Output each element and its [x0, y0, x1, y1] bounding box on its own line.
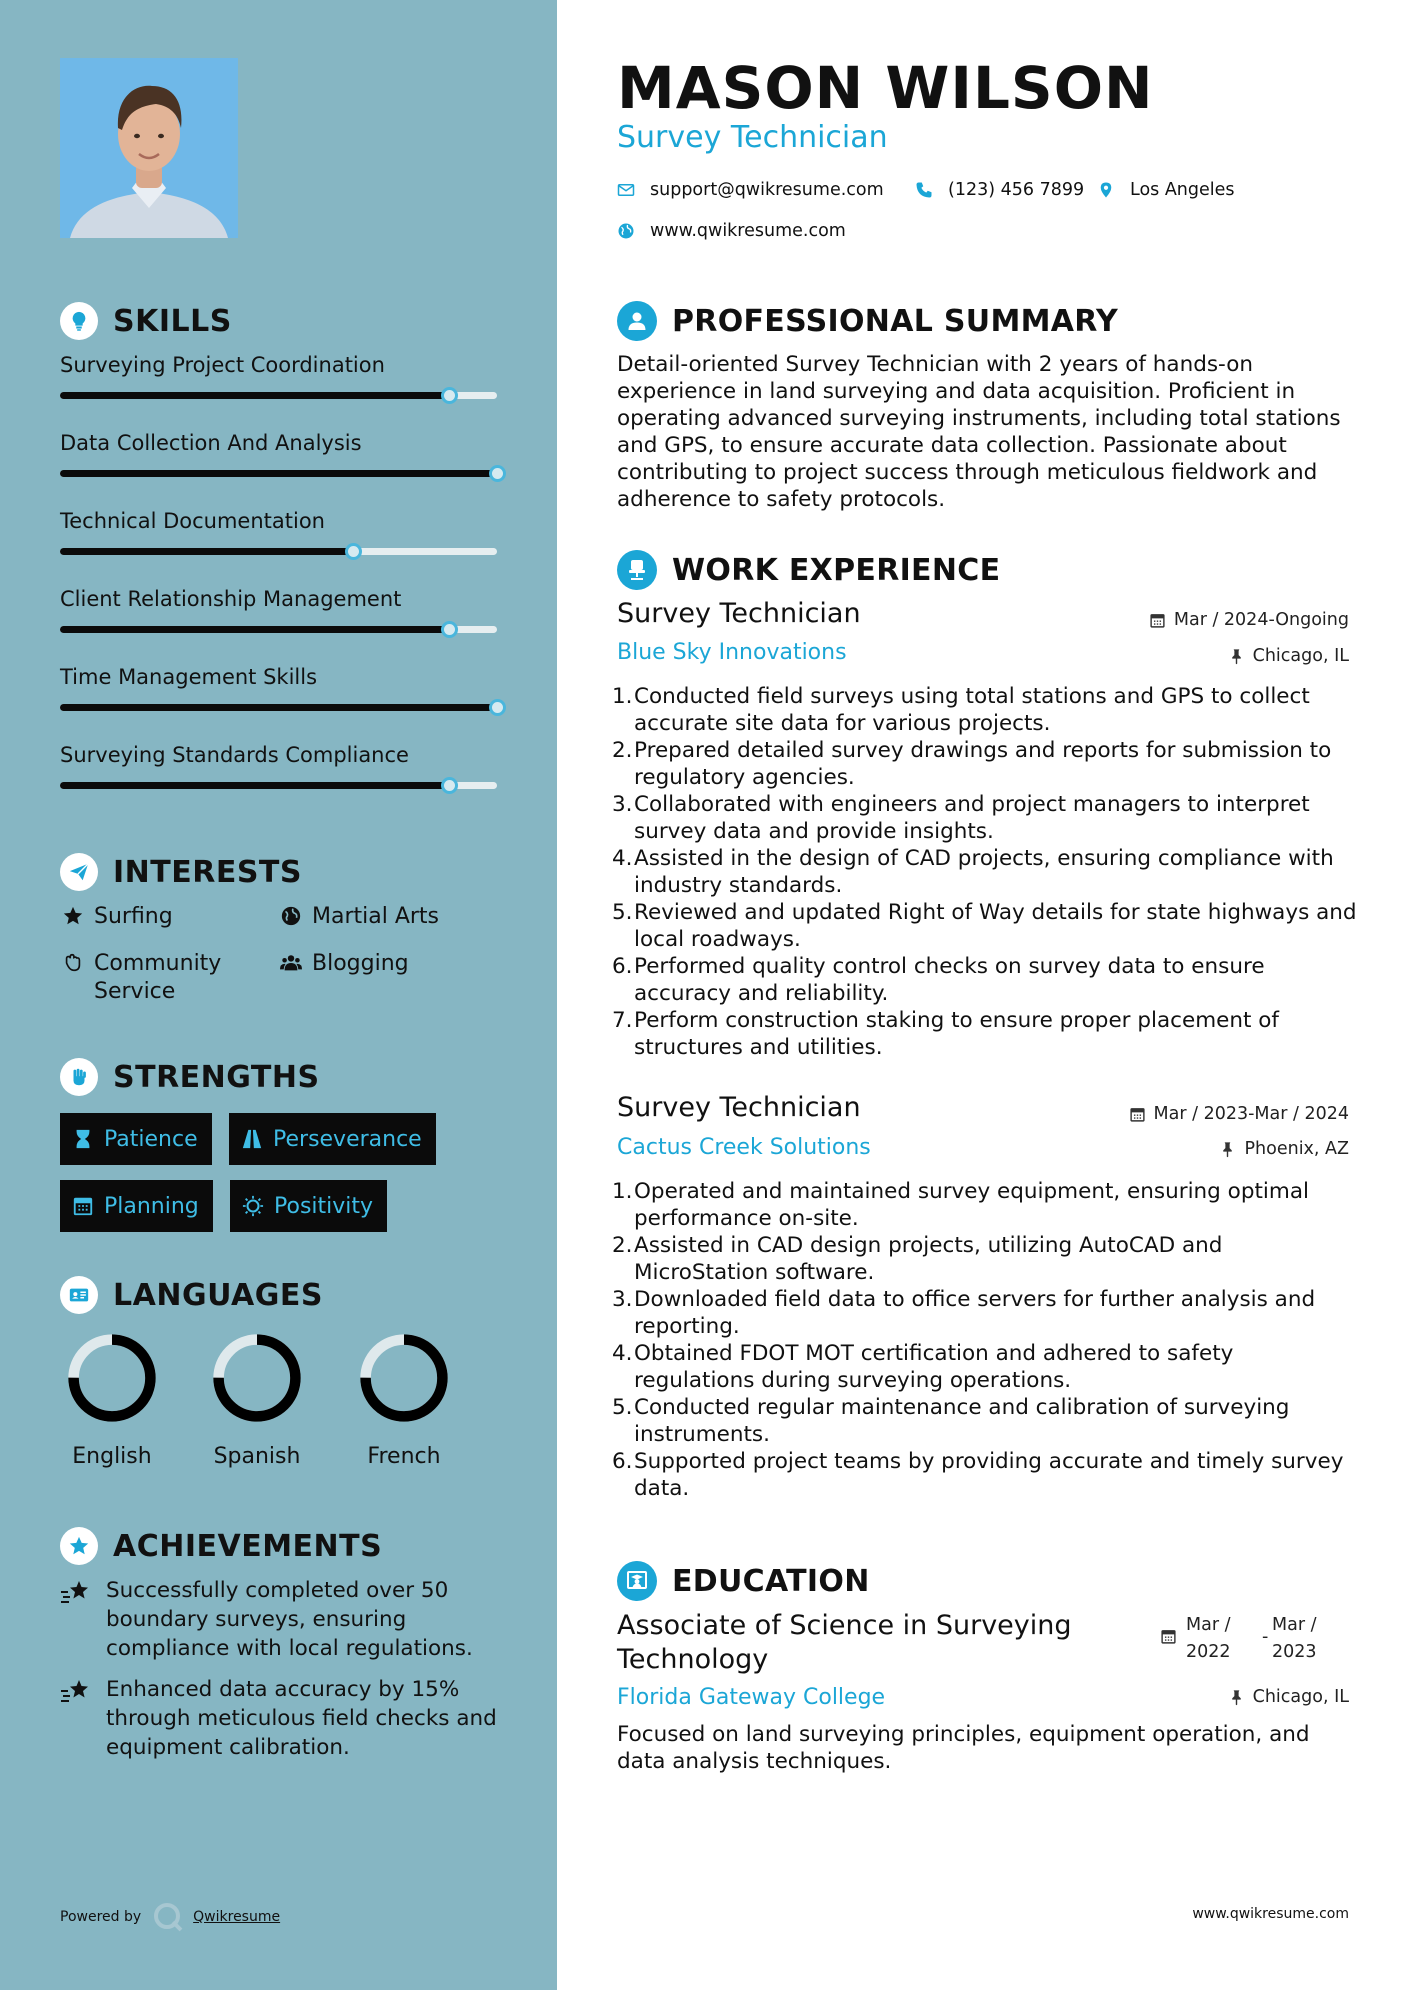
skill-bar-fill [60, 704, 497, 711]
calendar-icon [1149, 612, 1166, 629]
achievement-text: Successfully completed over 50 boundary surveys, ensuring compliance with local regulations. [106, 1578, 473, 1661]
map-pin-icon [1097, 181, 1115, 199]
duty-item: 3. Collaborated with engineers and project managers to interpret survey data and provide insights. [612, 792, 1310, 844]
language-ring [356, 1330, 452, 1426]
summary-text: Detail-oriented Survey Technician with 2 years of hands-on experience in land surveying and data acquisition. Proficient in operating advanced surveying instruments, including total stations and GPS, to ensure accurate data collection. Passionate about contributing to project success through meticulous fieldwork and adherence to safety protocols. [617, 352, 1341, 512]
graduate-icon [617, 1561, 657, 1601]
language-item [197, 1330, 317, 1469]
interest-label: Community Service [94, 951, 222, 1004]
interests-heading-text: INTERESTS [113, 854, 302, 890]
duty-text: Reviewed and updated Right of Way details for state highways and local roadways. [634, 900, 1357, 952]
job-dates [1129, 1104, 1349, 1124]
strengths-heading [60, 1058, 320, 1096]
achievement-text: Enhanced data accuracy by 15% through meticulous field checks and equipment calibration. [106, 1677, 497, 1760]
skill-bar-fill [60, 548, 353, 555]
duty-item: 2. Assisted in CAD design projects, utilizing AutoCAD and MicroStation software. [612, 1233, 1223, 1285]
phone-icon [915, 181, 933, 199]
strength-label: Planning [104, 1193, 199, 1219]
strength-badge [230, 1180, 387, 1232]
skill-label: Surveying Project Coordination [60, 353, 385, 377]
experience-heading [617, 550, 1000, 590]
skill-label: Client Relationship Management [60, 587, 402, 611]
id-card-icon [60, 1276, 98, 1314]
sun-icon [242, 1195, 264, 1217]
language-label: French [367, 1444, 441, 1469]
achievement-item [60, 1675, 500, 1762]
duty-text: Obtained FDOT MOT certification and adhered to safety regulations during surveying operations. [634, 1341, 1234, 1393]
calendar-icon [1160, 1628, 1177, 1645]
duty-text: Performed quality control checks on survey data to ensure accuracy and reliability. [634, 954, 1265, 1006]
skill-bar-fill [60, 392, 449, 399]
shooting-star-icon [60, 1578, 92, 1608]
education-description: Focused on land surveying principles, equipment operation, and data analysis techniques. [617, 1722, 1310, 1774]
summary-heading-text: PROFESSIONAL SUMMARY [672, 303, 1119, 339]
education-start-date: Mar / 2022 [1186, 1615, 1231, 1662]
job-location [1219, 1139, 1349, 1159]
skill-bar-fill [60, 626, 449, 633]
duty-item: 1. Operated and maintained survey equipment, ensuring optimal performance on-site. [612, 1179, 1309, 1231]
skill-bar [60, 470, 497, 477]
duty-text: Collaborated with engineers and project managers to interpret survey data and provide insights. [634, 792, 1310, 844]
globe-icon [278, 903, 304, 929]
star-badge-icon [60, 1527, 98, 1565]
hourglass-icon [72, 1128, 94, 1150]
skill-bar-fill [60, 470, 497, 477]
globe-icon [617, 222, 635, 240]
language-ring [64, 1330, 160, 1426]
skill-bar [60, 392, 497, 399]
qwikresume-link[interactable]: Qwikresume [193, 1909, 281, 1925]
duty-text: Operated and maintained survey equipment, ensuring optimal performance on-site. [634, 1179, 1309, 1231]
achievements-heading [60, 1527, 382, 1565]
job-location-text: Phoenix, AZ [1244, 1139, 1349, 1159]
language-item [344, 1330, 464, 1469]
skills-heading [60, 302, 232, 340]
strength-badge [60, 1180, 213, 1232]
education-date-dash: - [1262, 1627, 1269, 1647]
website-text: www.qwikresume.com [650, 221, 846, 241]
skill-item [60, 506, 497, 536]
interest-item [278, 903, 439, 931]
skill-bar [60, 548, 497, 555]
strength-badge [60, 1113, 212, 1165]
skill-label: Technical Documentation [60, 509, 325, 533]
duty-item: 4. Assisted in the design of CAD projects, ensuring compliance with industry standards. [612, 846, 1334, 898]
phone-text: (123) 456 7899 [948, 180, 1085, 200]
skill-label: Surveying Standards Compliance [60, 743, 409, 767]
achievements-heading-text: ACHIEVEMENTS [113, 1528, 383, 1564]
education-calendar [1160, 1628, 1185, 1645]
envelope-icon [617, 181, 635, 199]
duty-text: Downloaded field data to office servers for further analysis and reporting. [634, 1287, 1316, 1339]
education-heading [617, 1561, 870, 1601]
job-company: Blue Sky Innovations [617, 640, 847, 665]
interest-item [60, 950, 250, 1006]
interest-label: Surfing [94, 904, 173, 929]
skill-bar-knob [345, 543, 362, 560]
sidebar [0, 0, 557, 1990]
education-end-date: Mar / 2023 [1272, 1615, 1317, 1662]
education-degree: Associate of Science in Surveying Technology [617, 1610, 1072, 1675]
powered-by-text: Powered by [60, 1909, 142, 1925]
road-icon [241, 1128, 263, 1150]
skill-bar-fill [60, 782, 449, 789]
languages-heading [60, 1276, 323, 1314]
contact-website[interactable] [617, 221, 846, 241]
skill-item [60, 740, 497, 770]
profile-photo-illustration [60, 58, 238, 238]
location-text: Los Angeles [1130, 180, 1235, 200]
duty-text: Prepared detailed survey drawings and reports for submission to regulatory agencies. [634, 738, 1332, 790]
contact-phone[interactable] [915, 180, 1084, 200]
languages-heading-text: LANGUAGES [113, 1277, 323, 1313]
skill-bar [60, 704, 497, 711]
education-location-text: Chicago, IL [1252, 1687, 1349, 1707]
skill-bar-knob [441, 387, 458, 404]
job-company: Cactus Creek Solutions [617, 1135, 871, 1160]
language-item [52, 1330, 172, 1469]
duty-text: Conducted regular maintenance and calibration of surveying instruments. [634, 1395, 1290, 1447]
email-text: support@qwikresume.com [650, 180, 884, 200]
pushpin-icon [1228, 1689, 1245, 1706]
duty-item: 5. Conducted regular maintenance and calibration of surveying instruments. [612, 1395, 1290, 1447]
education-heading-text: EDUCATION [672, 1563, 870, 1599]
duty-item: 4. Obtained FDOT MOT certification and adhered to safety regulations during surveying operations. [612, 1341, 1234, 1393]
candidate-title: Survey Technician [617, 120, 888, 155]
paper-plane-icon [60, 853, 98, 891]
job-location [1228, 646, 1349, 666]
achievement-item [60, 1576, 500, 1663]
pushpin-icon [1228, 648, 1245, 665]
user-icon [617, 301, 657, 341]
skill-item [60, 584, 497, 614]
job-dates-text: Mar / 2024-Ongoing [1173, 610, 1349, 630]
lightbulb-icon [60, 302, 98, 340]
interest-item [60, 903, 173, 931]
education-school: Florida Gateway College [617, 1685, 886, 1710]
experience-heading-text: WORK EXPERIENCE [672, 552, 1001, 588]
skill-bar [60, 782, 497, 789]
skill-bar-knob [441, 777, 458, 794]
job-dates-text: Mar / 2023-Mar / 2024 [1153, 1104, 1349, 1124]
contact-email[interactable] [617, 180, 884, 200]
duty-text: Conducted field surveys using total stations and GPS to collect accurate site data for various projects. [634, 684, 1310, 736]
shooting-star-icon [60, 1677, 92, 1707]
duty-item: 7. Perform construction staking to ensure proper placement of structures and utilities. [612, 1008, 1279, 1060]
skill-item [60, 662, 497, 692]
hand-icon [60, 950, 86, 976]
strength-label: Patience [104, 1126, 198, 1152]
powered-by [60, 1900, 280, 1934]
interest-item [278, 950, 409, 978]
language-label: English [72, 1444, 152, 1469]
profile-photo [60, 58, 238, 238]
fist-icon [60, 1058, 98, 1096]
duty-item: 6. Supported project teams by providing accurate and timely survey data. [612, 1449, 1344, 1501]
duty-item: 6. Performed quality control checks on survey data to ensure accuracy and reliability. [612, 954, 1265, 1006]
duty-item: 1. Conducted field surveys using total stations and GPS to collect accurate site data for various projects. [612, 684, 1310, 736]
duty-text: Perform construction staking to ensure proper placement of structures and utilities. [634, 1008, 1279, 1060]
skill-bar-knob [441, 621, 458, 638]
job-location-text: Chicago, IL [1252, 646, 1349, 666]
interest-label: Martial Arts [312, 904, 440, 929]
job-dates [1149, 610, 1349, 630]
pushpin-icon [1219, 1141, 1236, 1158]
summary-heading [617, 301, 1118, 341]
skill-label: Time Management Skills [60, 665, 318, 689]
duty-text: Supported project teams by providing accurate and timely survey data. [634, 1449, 1344, 1501]
job-role: Survey Technician [617, 598, 861, 629]
calendar-icon [72, 1195, 94, 1217]
language-label: Spanish [213, 1444, 301, 1469]
skill-item [60, 428, 497, 458]
duty-item: 2. Prepared detailed survey drawings and reports for submission to regulatory agencies. [612, 738, 1332, 790]
education-location [1228, 1687, 1349, 1707]
skill-item [60, 350, 497, 380]
qwikresume-logo-icon [151, 1900, 185, 1934]
skills-heading-text: SKILLS [113, 303, 232, 339]
office-chair-icon [617, 550, 657, 590]
duty-item: 5. Reviewed and updated Right of Way details for state highways and local roadways. [612, 900, 1357, 952]
skill-bar-knob [489, 465, 506, 482]
job-duties [612, 1178, 1357, 1502]
contact-location [1097, 180, 1235, 200]
calendar-icon [1129, 1106, 1146, 1123]
strength-badge [229, 1113, 436, 1165]
star-icon [60, 903, 86, 929]
language-ring [209, 1330, 305, 1426]
skill-label: Data Collection And Analysis [60, 431, 362, 455]
duty-item: 3. Downloaded field data to office servers for further analysis and reporting. [612, 1287, 1316, 1339]
duty-text: Assisted in CAD design projects, utilizing AutoCAD and MicroStation software. [634, 1233, 1223, 1285]
strength-label: Perseverance [273, 1126, 422, 1152]
skill-bar-knob [489, 699, 506, 716]
strength-label: Positivity [274, 1193, 374, 1219]
job-duties [612, 683, 1357, 1061]
users-icon [278, 950, 304, 976]
candidate-name: MASON WILSON [617, 54, 1154, 122]
footer-website[interactable]: www.qwikresume.com [1192, 1906, 1349, 1922]
job-role: Survey Technician [617, 1092, 861, 1123]
interest-label: Blogging [312, 951, 409, 976]
strengths-heading-text: STRENGTHS [113, 1059, 320, 1095]
duty-text: Assisted in the design of CAD projects, ensuring compliance with industry standards. [634, 846, 1334, 898]
interests-heading [60, 853, 302, 891]
skill-bar [60, 626, 497, 633]
